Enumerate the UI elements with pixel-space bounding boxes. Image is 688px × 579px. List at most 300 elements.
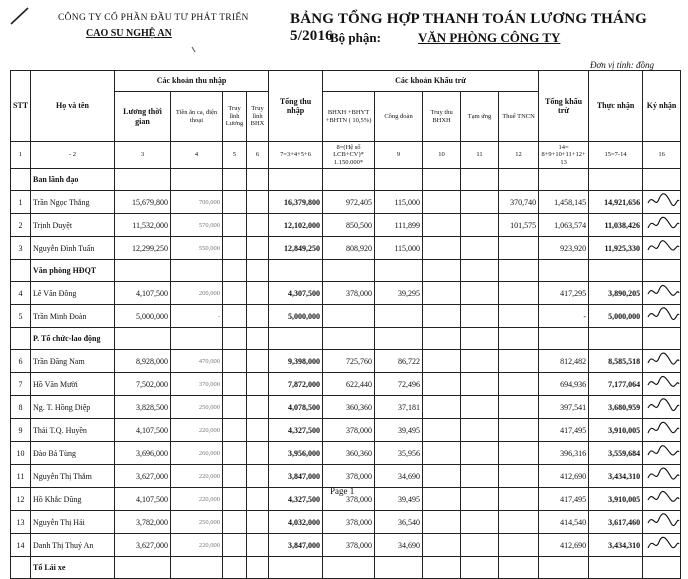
col-advance: Tạm ứng: [461, 92, 499, 142]
total-income-cell: 4,327,500: [269, 419, 323, 442]
signature-cell: [643, 350, 681, 373]
employee-name: Trần Ngọc Thắng: [31, 191, 115, 214]
signature-cell: [643, 214, 681, 237]
advance-cell: [461, 350, 499, 373]
salary-cell: 4,107,500: [115, 282, 171, 305]
stt-cell: 14: [11, 534, 31, 557]
handwritten-signature: [645, 373, 681, 393]
section-blank: [11, 557, 31, 579]
col-total-deduct: Tổng khấu trừ: [539, 71, 589, 142]
salary-cell: 15,679,800: [115, 191, 171, 214]
meal-phone-cell: 260,000: [171, 442, 223, 465]
section-row: [11, 328, 681, 350]
net-pay-cell: 3,434,310: [589, 534, 643, 557]
employee-name: Nguyễn Đình Tuấn: [31, 237, 115, 260]
net-pay-cell: 11,038,426: [589, 214, 643, 237]
retro-bhxh-cell: [423, 350, 461, 373]
section-blank: [269, 557, 323, 579]
signature-cell: [643, 237, 681, 260]
index-cell: 10: [423, 142, 461, 169]
insurance-cell: 360,360: [323, 442, 375, 465]
meal-phone-cell: 370,000: [171, 373, 223, 396]
union-fee-cell: 72,496: [375, 373, 423, 396]
employee-name: Ng. T. Hồng Diệp: [31, 396, 115, 419]
col-total-income: Tổng thu nhập: [269, 71, 323, 142]
section-blank: [323, 260, 375, 282]
col-sign: Ký nhận: [643, 71, 681, 142]
retro-bhxh-cell: [423, 214, 461, 237]
salary-cell: 5,000,000: [115, 305, 171, 328]
section-blank: [643, 169, 681, 191]
net-pay-cell: 5,000,000: [589, 305, 643, 328]
net-pay-cell: 3,680,959: [589, 396, 643, 419]
retro-bhxh-cell: [423, 511, 461, 534]
handwritten-signature: [645, 534, 681, 554]
advance-cell: [461, 465, 499, 488]
union-fee-cell: 34,690: [375, 534, 423, 557]
retro-bhx-cell: [247, 419, 269, 442]
pit-cell: [499, 534, 539, 557]
retro-salary-cell: [223, 396, 247, 419]
col-name: Họ và tên: [31, 71, 115, 142]
payroll-table: [10, 70, 681, 579]
pit-cell: [499, 442, 539, 465]
document-title: BẢNG TỔNG HỢP THANH TOÁN LƯƠNG THÁNG 5/2016: [290, 11, 647, 44]
salary-cell: 7,502,000: [115, 373, 171, 396]
signature-cell: [643, 511, 681, 534]
retro-bhx-cell: [247, 191, 269, 214]
index-cell: - 2: [31, 142, 115, 169]
handwritten-signature: [645, 442, 681, 462]
employee-row: [11, 442, 681, 465]
signature-cell: [643, 396, 681, 419]
advance-cell: [461, 396, 499, 419]
pit-cell: [499, 465, 539, 488]
section-blank: [323, 328, 375, 350]
retro-bhxh-cell: [423, 419, 461, 442]
net-pay-cell: 3,910,005: [589, 488, 643, 511]
handwritten-signature: [645, 419, 681, 439]
total-deduct-cell: 412,690: [539, 465, 589, 488]
handwritten-signature: [645, 488, 681, 508]
salary-cell: 3,696,000: [115, 442, 171, 465]
section-blank: [247, 557, 269, 579]
total-income-cell: 12,849,250: [269, 237, 323, 260]
total-deduct-cell: 414,540: [539, 511, 589, 534]
salary-cell: 3,627,000: [115, 534, 171, 557]
col-stt: STT: [11, 71, 31, 142]
section-blank: [643, 260, 681, 282]
advance-cell: [461, 511, 499, 534]
meal-phone-cell: 470,000: [171, 350, 223, 373]
stt-cell: 3: [11, 237, 31, 260]
insurance-cell: [323, 305, 375, 328]
index-cell: 4: [171, 142, 223, 169]
section-blank: [375, 169, 423, 191]
advance-cell: [461, 214, 499, 237]
total-deduct-cell: 417,495: [539, 419, 589, 442]
index-cell: 3: [115, 142, 171, 169]
section-blank: [375, 328, 423, 350]
col-retro-salary: Truy lĩnh Lương: [223, 92, 247, 142]
total-deduct-cell: 923,920: [539, 237, 589, 260]
insurance-cell: 378,000: [323, 534, 375, 557]
employee-row: [11, 511, 681, 534]
total-income-cell: 5,000,000: [269, 305, 323, 328]
advance-cell: [461, 488, 499, 511]
retro-bhx-cell: [247, 305, 269, 328]
section-blank: [375, 557, 423, 579]
total-deduct-cell: 812,482: [539, 350, 589, 373]
employee-name: Trần Đăng Nam: [31, 350, 115, 373]
retro-salary-cell: [223, 373, 247, 396]
retro-bhx-cell: [247, 465, 269, 488]
total-income-cell: 3,847,000: [269, 534, 323, 557]
section-blank: [269, 328, 323, 350]
index-cell: 9: [375, 142, 423, 169]
insurance-cell: 850,500: [323, 214, 375, 237]
section-blank: [423, 328, 461, 350]
employee-name: Đào Bá Tùng: [31, 442, 115, 465]
handwritten-signature: [645, 191, 681, 211]
col-deduct-group: Các khoản Khấu trừ: [323, 71, 539, 92]
insurance-cell: 972,405: [323, 191, 375, 214]
insurance-cell: 378,000: [323, 465, 375, 488]
total-deduct-cell: 397,541: [539, 396, 589, 419]
department-value: VĂN PHÒNG CÔNG TY: [418, 30, 561, 45]
retro-salary-cell: [223, 191, 247, 214]
advance-cell: [461, 305, 499, 328]
section-blank: [423, 557, 461, 579]
col-salary-time: Lương thời gian: [115, 92, 171, 142]
total-deduct-cell: 417,495: [539, 488, 589, 511]
signature-cell: [643, 373, 681, 396]
retro-bhx-cell: [247, 373, 269, 396]
department-label: Bộ phận:: [330, 30, 381, 45]
union-fee-cell: 39,495: [375, 419, 423, 442]
total-income-cell: 3,847,000: [269, 465, 323, 488]
handwritten-signature: [645, 237, 681, 257]
insurance-cell: 808,920: [323, 237, 375, 260]
signature-cell: [643, 488, 681, 511]
stt-cell: 4: [11, 282, 31, 305]
section-blank: [461, 169, 499, 191]
retro-salary-cell: [223, 465, 247, 488]
section-row: [11, 557, 681, 579]
retro-bhx-cell: [247, 442, 269, 465]
union-fee-cell: 39,495: [375, 488, 423, 511]
stt-cell: 9: [11, 419, 31, 442]
retro-bhxh-cell: [423, 373, 461, 396]
retro-salary-cell: [223, 511, 247, 534]
meal-phone-cell: 200,000: [171, 282, 223, 305]
retro-salary-cell: [223, 214, 247, 237]
section-blank: [11, 260, 31, 282]
section-blank: [11, 169, 31, 191]
section-row: [11, 260, 681, 282]
retro-bhxh-cell: [423, 442, 461, 465]
employee-name: Nguyễn Thị Thắm: [31, 465, 115, 488]
signature-cell: [643, 465, 681, 488]
col-meal-phone: Tiền ăn ca, điện thoại: [171, 92, 223, 142]
retro-bhxh-cell: [423, 396, 461, 419]
total-deduct-cell: 412,690: [539, 534, 589, 557]
union-fee-cell: 34,690: [375, 465, 423, 488]
retro-bhx-cell: [247, 396, 269, 419]
insurance-cell: 622,440: [323, 373, 375, 396]
section-blank: [223, 328, 247, 350]
total-deduct-cell: -: [539, 305, 589, 328]
employee-row: [11, 396, 681, 419]
retro-salary-cell: [223, 442, 247, 465]
section-blank: [539, 328, 589, 350]
handwritten-signature: [645, 282, 681, 302]
total-income-cell: 7,872,000: [269, 373, 323, 396]
employee-name: Trần Minh Đoàn: [31, 305, 115, 328]
stt-cell: 6: [11, 350, 31, 373]
stt-cell: 8: [11, 396, 31, 419]
section-blank: [643, 328, 681, 350]
col-net-pay: Thực nhận: [589, 71, 643, 142]
retro-bhxh-cell: [423, 305, 461, 328]
section-blank: [323, 557, 375, 579]
section-blank: [269, 260, 323, 282]
retro-bhxh-cell: [423, 534, 461, 557]
section-blank: [223, 557, 247, 579]
employee-row: [11, 237, 681, 260]
section-blank: [539, 169, 589, 191]
retro-salary-cell: [223, 350, 247, 373]
net-pay-cell: 3,890,205: [589, 282, 643, 305]
col-retro-bhxh: Truy thu BHXH: [423, 92, 461, 142]
retro-bhx-cell: [247, 282, 269, 305]
total-deduct-cell: 694,936: [539, 373, 589, 396]
pit-cell: [499, 488, 539, 511]
net-pay-cell: 11,925,330: [589, 237, 643, 260]
pit-cell: [499, 511, 539, 534]
retro-bhxh-cell: [423, 282, 461, 305]
section-row: [11, 169, 681, 191]
meal-phone-cell: 220,000: [171, 465, 223, 488]
retro-salary-cell: [223, 237, 247, 260]
stt-cell: 10: [11, 442, 31, 465]
signature-cell: [643, 305, 681, 328]
pit-cell: [499, 396, 539, 419]
total-income-cell: 4,307,500: [269, 282, 323, 305]
pit-cell: [499, 282, 539, 305]
advance-cell: [461, 419, 499, 442]
section-blank: [499, 260, 539, 282]
employee-row: [11, 465, 681, 488]
total-deduct-cell: 396,316: [539, 442, 589, 465]
section-blank: [461, 260, 499, 282]
section-blank: [115, 260, 171, 282]
col-union-fee: Công đoàn: [375, 92, 423, 142]
salary-cell: 4,107,500: [115, 419, 171, 442]
insurance-cell: 378,000: [323, 511, 375, 534]
salary-cell: 3,828,500: [115, 396, 171, 419]
retro-bhx-cell: [247, 511, 269, 534]
retro-salary-cell: [223, 305, 247, 328]
company-name-line2: CAO SU NGHỆ AN: [86, 28, 172, 39]
index-cell: 15=7-14: [589, 142, 643, 169]
section-blank: [247, 169, 269, 191]
retro-bhx-cell: [247, 214, 269, 237]
retro-bhxh-cell: [423, 191, 461, 214]
section-blank: [323, 169, 375, 191]
stt-cell: 5: [11, 305, 31, 328]
insurance-cell: 378,000: [323, 419, 375, 442]
signature-cell: [643, 534, 681, 557]
section-blank: [589, 328, 643, 350]
union-fee-cell: 115,000: [375, 237, 423, 260]
section-blank: [499, 557, 539, 579]
employee-row: [11, 305, 681, 328]
index-cell: 7=3+4+5+6: [269, 142, 323, 169]
meal-phone-cell: 250,000: [171, 396, 223, 419]
retro-bhxh-cell: [423, 465, 461, 488]
unit-note: Đơn vị tính: đồng: [590, 60, 655, 70]
section-blank: [115, 328, 171, 350]
section-blank: [539, 260, 589, 282]
section-blank: [589, 557, 643, 579]
signature-cell: [643, 442, 681, 465]
retro-bhx-cell: [247, 237, 269, 260]
handwritten-signature: [645, 350, 681, 370]
section-blank: [115, 169, 171, 191]
retro-bhx-cell: [247, 488, 269, 511]
meal-phone-cell: 250,000: [171, 511, 223, 534]
formula-index-row: [11, 142, 681, 169]
section-blank: [115, 557, 171, 579]
section-title: Tổ Lái xe: [31, 557, 115, 579]
net-pay-cell: 3,910,005: [589, 419, 643, 442]
insurance-cell: 360,360: [323, 396, 375, 419]
stray-tick-mark: [190, 46, 198, 54]
net-pay-cell: 14,921,656: [589, 191, 643, 214]
total-income-cell: 9,398,000: [269, 350, 323, 373]
index-cell: 11: [461, 142, 499, 169]
salary-cell: 11,532,000: [115, 214, 171, 237]
employee-row: [11, 373, 681, 396]
handwritten-signature: [645, 511, 681, 531]
section-blank: [461, 557, 499, 579]
index-cell: 12: [499, 142, 539, 169]
pit-cell: [499, 350, 539, 373]
retro-bhxh-cell: [423, 237, 461, 260]
meal-phone-cell: 570,000: [171, 214, 223, 237]
index-cell: 6: [247, 142, 269, 169]
total-income-cell: 4,032,000: [269, 511, 323, 534]
employee-name: Thái T.Q. Huyền: [31, 419, 115, 442]
section-blank: [539, 557, 589, 579]
section-title: Văn phòng HĐQT: [31, 260, 115, 282]
retro-bhxh-cell: [423, 488, 461, 511]
section-blank: [171, 328, 223, 350]
employee-name: Danh Thị Thuý An: [31, 534, 115, 557]
total-deduct-cell: 1,063,574: [539, 214, 589, 237]
net-pay-cell: 3,617,460: [589, 511, 643, 534]
col-insurance: BHXH +BHYT +BHTN ( 10,5%): [323, 92, 375, 142]
company-name-line1: CÔNG TY CỔ PHẦN ĐẦU TƯ PHÁT TRIỂN: [58, 13, 249, 23]
col-income-group: Các khoản thu nhập: [115, 71, 269, 92]
retro-bhx-cell: [247, 534, 269, 557]
section-blank: [223, 260, 247, 282]
section-blank: [375, 260, 423, 282]
pit-cell: 370,740: [499, 191, 539, 214]
total-income-cell: 4,327,500: [269, 488, 323, 511]
section-title: Ban lãnh đạo: [31, 169, 115, 191]
total-deduct-cell: 1,458,145: [539, 191, 589, 214]
employee-name: Trịnh Duyệt: [31, 214, 115, 237]
meal-phone-cell: 220,000: [171, 419, 223, 442]
handwritten-signature: [645, 305, 681, 325]
employee-row: [11, 282, 681, 305]
pit-cell: [499, 237, 539, 260]
union-fee-cell: 86,722: [375, 350, 423, 373]
section-blank: [499, 169, 539, 191]
advance-cell: [461, 373, 499, 396]
index-cell: 16: [643, 142, 681, 169]
section-blank: [423, 260, 461, 282]
pit-cell: [499, 419, 539, 442]
union-fee-cell: 115,000: [375, 191, 423, 214]
handwritten-signature: [645, 396, 681, 416]
section-blank: [11, 328, 31, 350]
stt-cell: 12: [11, 488, 31, 511]
employee-name: Hồ Văn Mười: [31, 373, 115, 396]
handwritten-signature: [645, 214, 681, 234]
advance-cell: [461, 534, 499, 557]
page-number: Page 1: [330, 486, 355, 496]
retro-salary-cell: [223, 419, 247, 442]
retro-bhx-cell: [247, 350, 269, 373]
signature-cell: [643, 191, 681, 214]
pen-slash-mark: [8, 4, 32, 28]
advance-cell: [461, 442, 499, 465]
retro-salary-cell: [223, 282, 247, 305]
net-pay-cell: 8,585,518: [589, 350, 643, 373]
section-blank: [461, 328, 499, 350]
section-blank: [499, 328, 539, 350]
section-blank: [269, 169, 323, 191]
meal-phone-cell: 220,000: [171, 488, 223, 511]
meal-phone-cell: 220,000: [171, 534, 223, 557]
index-cell: 5: [223, 142, 247, 169]
section-blank: [643, 557, 681, 579]
pit-cell: [499, 305, 539, 328]
section-blank: [171, 260, 223, 282]
section-blank: [171, 557, 223, 579]
pit-cell: 101,575: [499, 214, 539, 237]
advance-cell: [461, 282, 499, 305]
union-fee-cell: 39,295: [375, 282, 423, 305]
stt-cell: 2: [11, 214, 31, 237]
section-blank: [589, 169, 643, 191]
employee-row: [11, 191, 681, 214]
salary-cell: 4,107,500: [115, 488, 171, 511]
employee-name: Hồ Khắc Dũng: [31, 488, 115, 511]
net-pay-cell: 3,559,684: [589, 442, 643, 465]
stt-cell: 7: [11, 373, 31, 396]
section-blank: [223, 169, 247, 191]
insurance-cell: 725,760: [323, 350, 375, 373]
employee-row: [11, 534, 681, 557]
salary-cell: 8,928,000: [115, 350, 171, 373]
total-deduct-cell: 417,295: [539, 282, 589, 305]
employee-name: Lê Văn Đông: [31, 282, 115, 305]
union-fee-cell: [375, 305, 423, 328]
